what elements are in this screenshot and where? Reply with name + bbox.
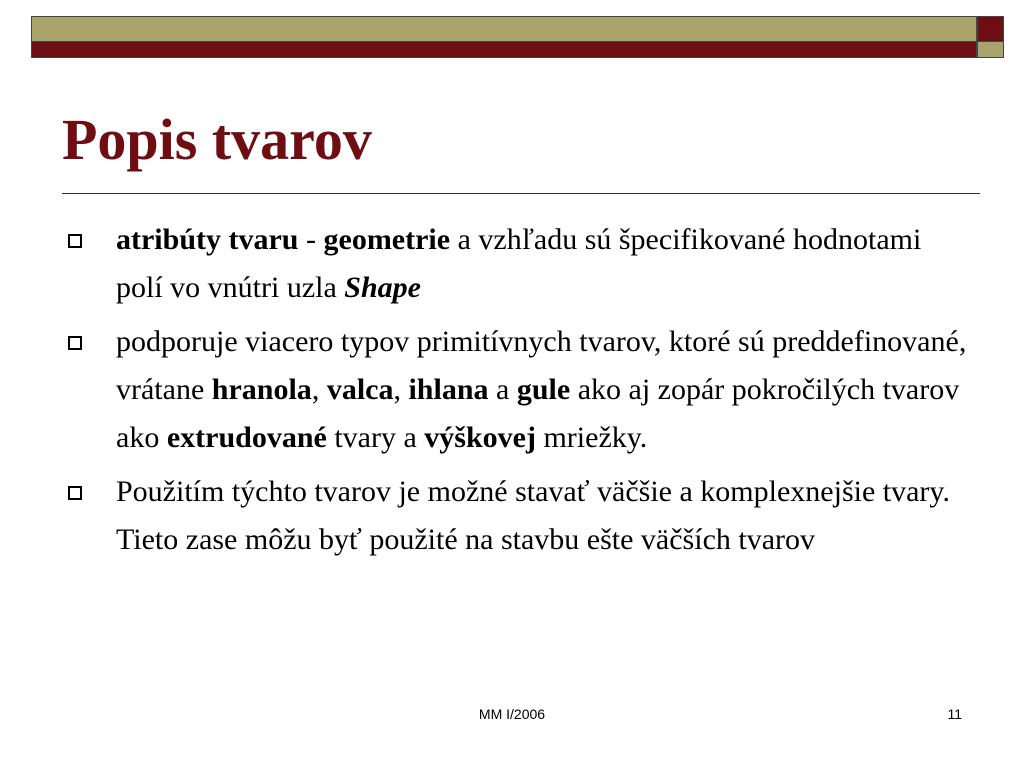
bullet-list (62, 216, 972, 570)
top-band-olive (31, 16, 977, 42)
bullet-text (116, 475, 950, 556)
text-run: a vzhľadu sú špecifikované hodnotami polí vo vnútri uzla (116, 223, 922, 304)
bullet-item (62, 468, 972, 564)
hollow-square-bullet-icon (68, 234, 82, 248)
title-divider (62, 193, 980, 194)
footer-label: MM I/2006 (478, 706, 546, 722)
text-run: mriežky. (535, 421, 648, 454)
text-run: a (488, 373, 517, 406)
text-run: , (311, 373, 327, 406)
page-number: 11 (947, 706, 962, 722)
bold-term: výškovej (424, 421, 536, 454)
text-run: , (393, 373, 409, 406)
hollow-square-bullet-icon (68, 336, 82, 350)
corner-square-maroon (977, 16, 1004, 42)
hollow-square-bullet-icon (68, 486, 82, 500)
bullet-text (116, 223, 921, 304)
bold-term: extrudované (166, 421, 327, 454)
bullet-text (116, 325, 966, 454)
text-run: tvary a (326, 421, 425, 454)
bold-term: Shape (344, 271, 421, 304)
text-run: - (298, 223, 324, 256)
bold-term: gule (516, 373, 571, 406)
bold-term: geometrie (323, 223, 451, 256)
top-band-maroon (31, 42, 977, 58)
text-run: Použitím týchto tvarov je možné stavať väčšie a komplexnejšie tvary. Tieto zase môžu byť použité na stavbu ešte väčších tvarov (116, 475, 950, 556)
text-run: podporuje viacero typov primitívnych tvarov, ktoré sú preddefinované, vrátane (116, 325, 967, 406)
bold-term: atribúty tvaru (116, 223, 299, 256)
corner-square-olive (977, 42, 1004, 58)
bold-term: ihlana (408, 373, 489, 406)
text-run: ako aj zopár pokročilých tvarov ako (116, 373, 960, 454)
bullet-item (62, 318, 972, 462)
bold-term: hranola (211, 373, 312, 406)
bullet-item (62, 216, 972, 312)
bold-term: valca (326, 373, 394, 406)
slide-title: Popis tvarov (62, 107, 372, 172)
